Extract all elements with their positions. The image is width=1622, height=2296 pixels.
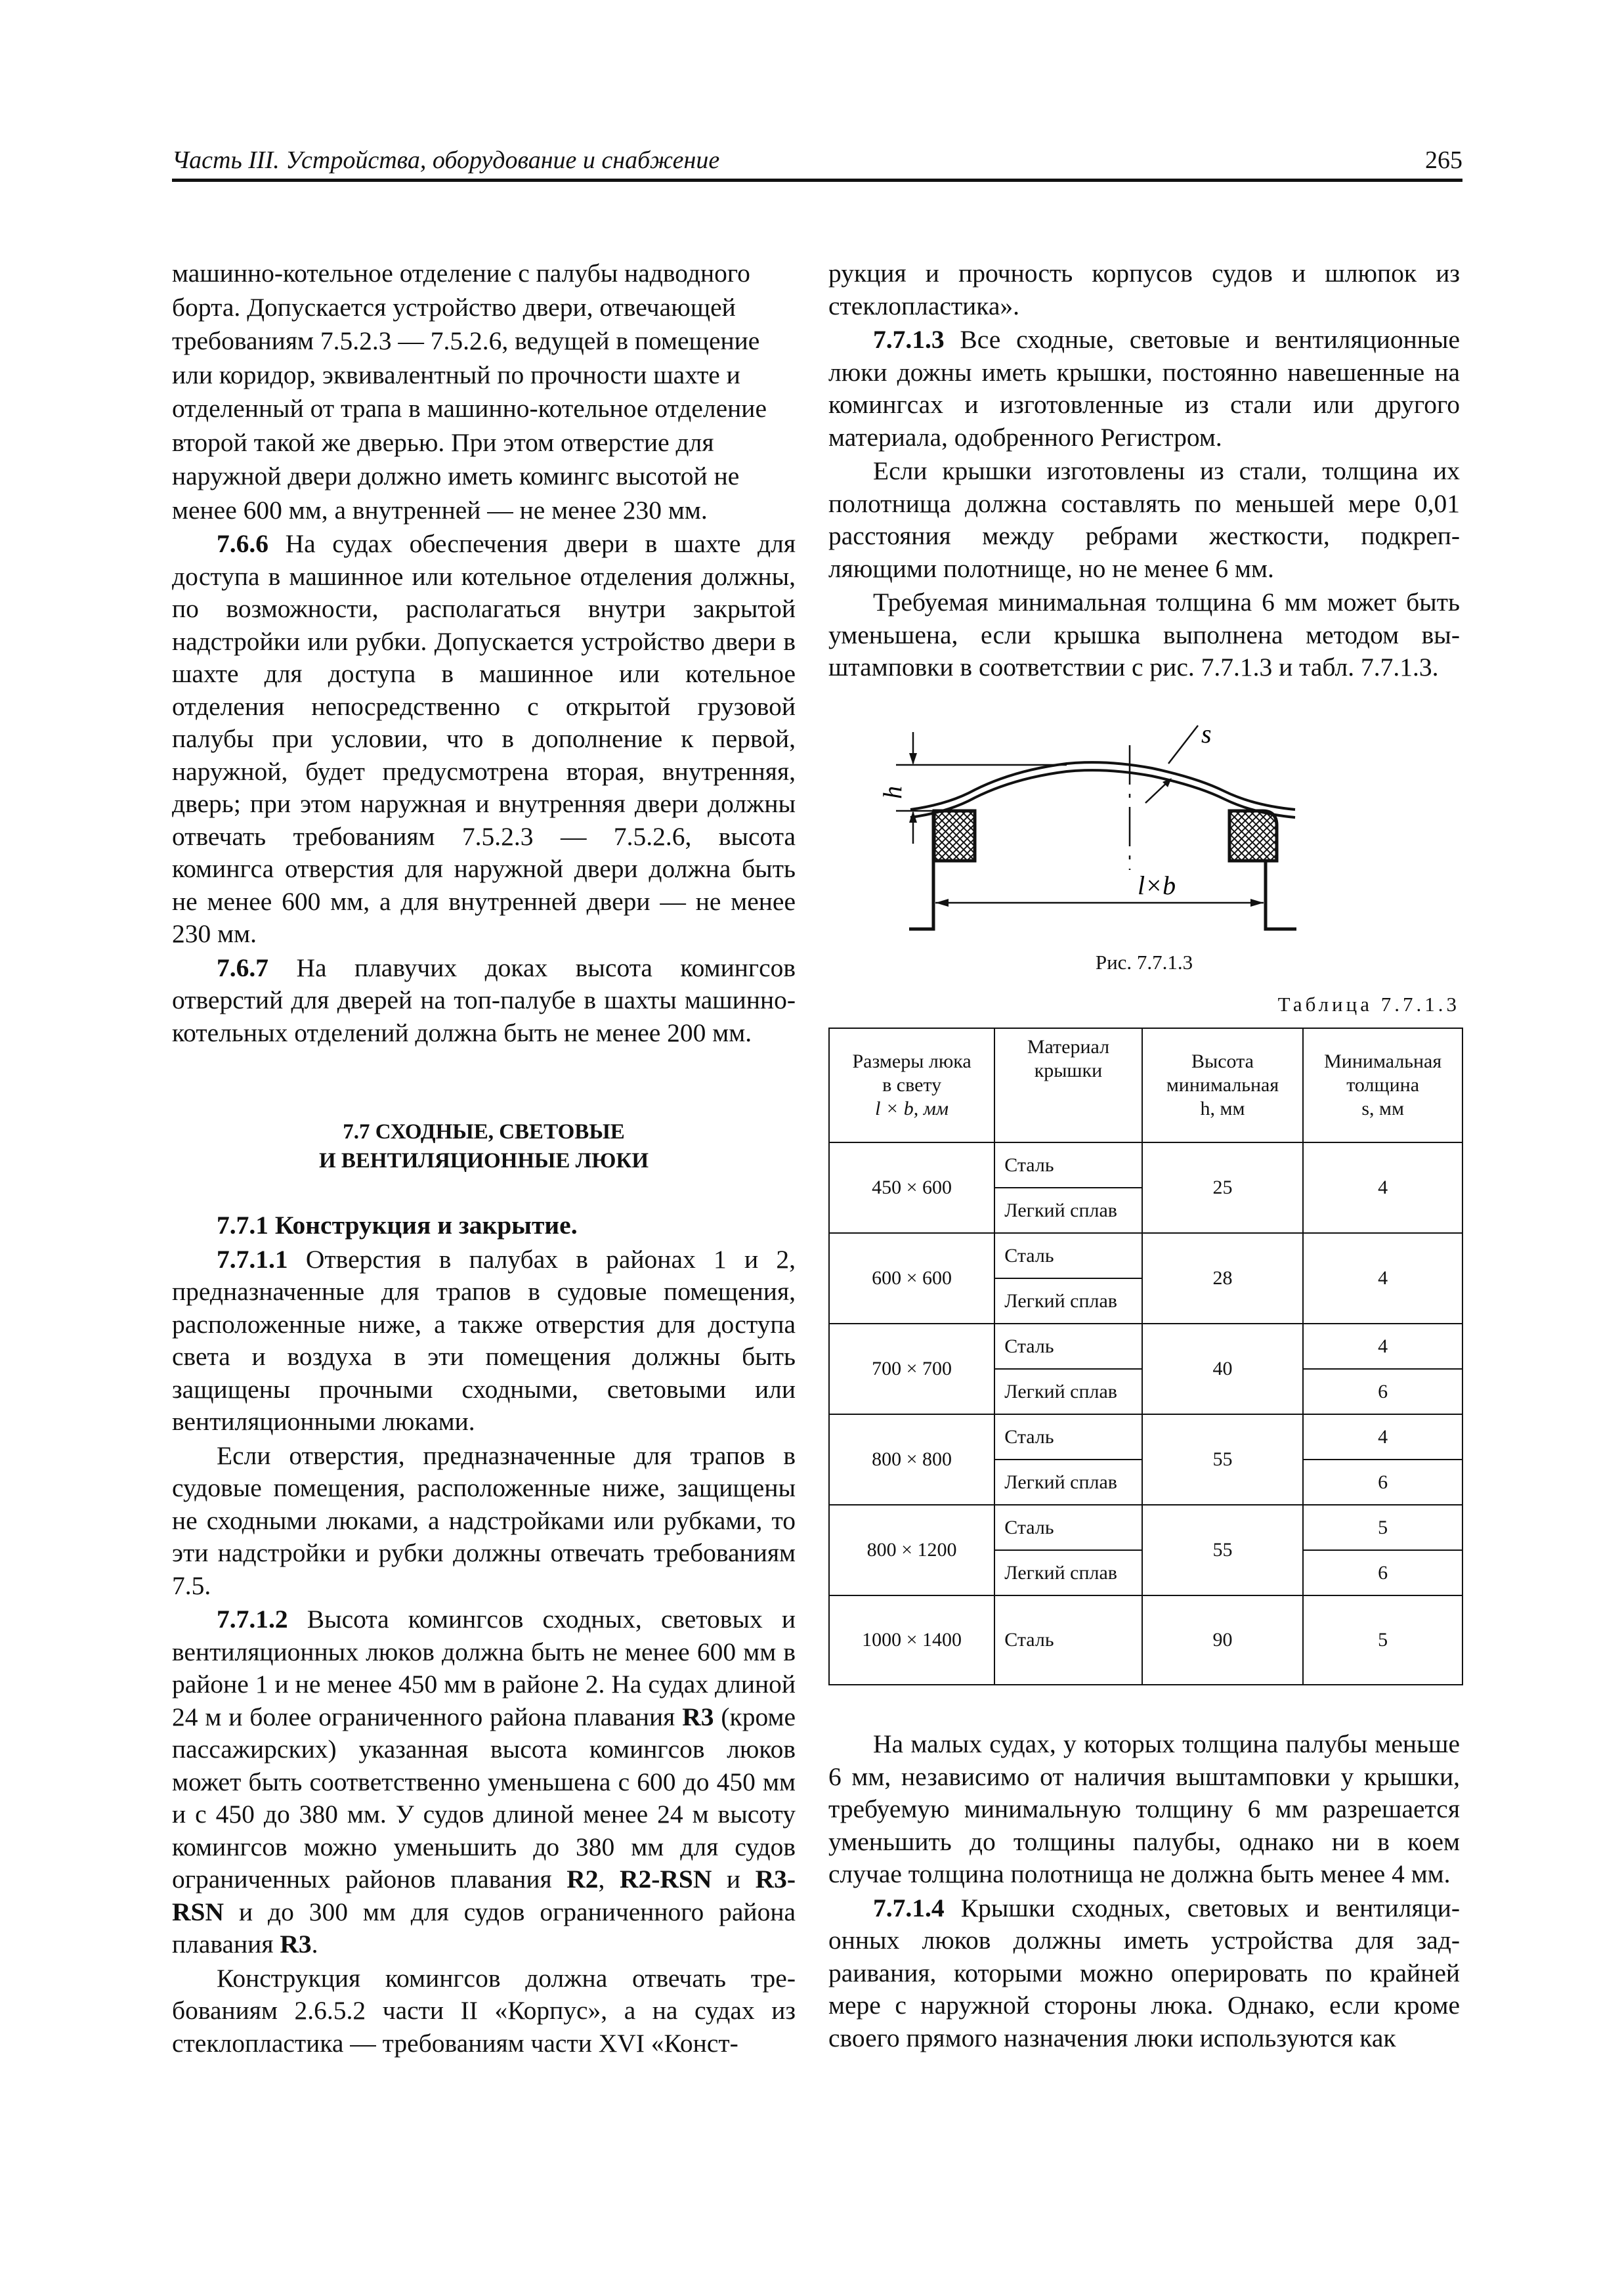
page-header	[172, 146, 1462, 182]
label-s: s	[1201, 719, 1212, 748]
header-line: Материал	[1027, 1036, 1110, 1058]
header-line: Размеры люка	[852, 1051, 971, 1072]
cell-thickness: 6	[1303, 1460, 1462, 1505]
area-code: R2	[566, 1865, 599, 1894]
clause-number: 7.7.1.1	[217, 1244, 288, 1274]
cell-height: 28	[1142, 1233, 1304, 1324]
cover-profile-line	[910, 762, 1295, 817]
header-material	[994, 1028, 1142, 1142]
cell-thickness: 6	[1303, 1369, 1462, 1414]
cell-size: 800 × 1200	[829, 1505, 994, 1595]
text-line: наружной двери должно иметь комингс высотой не	[172, 462, 740, 490]
cell-thickness: 4	[1303, 1142, 1462, 1233]
section-heading-line: И ВЕНТИЛЯЦИОННЫЕ ЛЮКИ	[318, 1149, 649, 1173]
text-line: отделенный от трапа в машинно-котельное отделение	[172, 394, 767, 423]
area-code: R3	[682, 1702, 714, 1731]
clause-text: На судах обеспечения двери в шахте для доступа в машинное или котельное отделения должны, по возможности, располагаться внутри закрытой надстройки или рубки. Допускается устройство двери в шахте для доступа в машинное или котельное отделения непосредственно с открытой грузовой палубы при условии, что в дополнение к первой, наружной, будет предусмотрена вторая, внутренняя, дверь; при этом наружная и внутренняя двери должны отвечать требованиям 7.5.2.3 — 7.5.2.6, высота комингса отверстия для наружной двери должна быть не менее 600 мм, а для внутренней двери — не менее 230 мм.	[172, 529, 796, 948]
cell-material: Легкий сплав	[994, 1550, 1142, 1595]
paragraph-7-6-7	[172, 952, 796, 1050]
cell-height: 25	[1142, 1142, 1304, 1233]
table-row	[829, 1142, 1462, 1188]
table-row	[829, 1414, 1462, 1460]
cell-size: 700 × 700	[829, 1324, 994, 1414]
header-size	[829, 1028, 994, 1142]
cell-material: Сталь	[994, 1142, 1142, 1188]
clause-text: Крышки сходных, световых и вентиляционных люков должны иметь устройства для задраивания, которыми можно оперировать по крайней мере с наружной стороны люка. Однако, если кроме своего прямого назначения люки используются как	[828, 1893, 1460, 2052]
section-heading-line: 7.7 СХОДНЫЕ, СВЕТОВЫЕ	[343, 1120, 625, 1144]
cell-height: 90	[1142, 1595, 1304, 1685]
header-line: h, мм	[1200, 1098, 1245, 1119]
cell-height: 40	[1142, 1324, 1304, 1414]
paragraph-continued: рукция и прочность корпусов судов и шлюпок из стеклопластика».	[828, 259, 1460, 320]
area-code: R3	[280, 1930, 312, 1959]
section-heading	[172, 1117, 796, 1175]
text-line: второй такой же дверью. При этом отверстие для	[172, 427, 714, 457]
header-line: минимальная	[1166, 1074, 1279, 1096]
paragraph-steel-covers: Если крышки изготовлены из стали, толщина их полотнища должна составлять по меньшей мере 0,01 расстояния между ребрами жесткости, подкрепляющими полотнище, но не менее 6 мм.	[828, 456, 1460, 583]
label-lxb: l×b	[1138, 871, 1176, 900]
right-column	[828, 257, 1460, 685]
clause-text: Высота комингсов сходных, световых и вентиляционных люков должна быть не менее 600 мм в районе 1 и не менее 450 мм в районе 2. На судах длиной 24 м и более ограниченного района плавания	[172, 1605, 796, 1731]
paragraph-min-thickness: Требуемая минимальная толщина 6 мм может быть уменьшена, если крышка выполнена методом выштамповки в соответствии с рис. 7.7.1.3 и табл. 7.7.1.3.	[828, 588, 1460, 682]
cell-material: Легкий сплав	[994, 1188, 1142, 1233]
paragraph-7-7-1-3	[828, 324, 1460, 454]
subsection-heading: 7.7.1 Конструкция и закрытие.	[217, 1211, 578, 1240]
text-line: менее 600 мм, а внутренней — не менее 230 мм.	[172, 495, 708, 525]
cell-material: Сталь	[994, 1233, 1142, 1278]
cell-material: Легкий сплав	[994, 1278, 1142, 1324]
dimension-lxb	[935, 871, 1264, 907]
cell-material: Сталь	[994, 1324, 1142, 1369]
right-coaming	[1229, 811, 1296, 929]
area-code: R3-RSN	[172, 1865, 796, 1926]
header-line: крышки	[1034, 1060, 1103, 1081]
clause-number: 7.7.1.4	[873, 1893, 945, 1922]
cell-height: 55	[1142, 1505, 1304, 1595]
table-row	[829, 1595, 1462, 1685]
label-h: h	[878, 786, 907, 799]
cell-thickness: 4	[1303, 1414, 1462, 1460]
left-coaming	[909, 811, 975, 929]
cell-size: 600 × 600	[829, 1233, 994, 1324]
hatch-cover-figure	[870, 712, 1375, 955]
clause-text: Отверстия в палубах в районах 1 и 2, предназначенные для трапов в судовые помещения, расположенные ниже, а также отверстия для доступа света и воздуха в эти помещения должны быть защищены прочными сходными, световыми или вентиляционными люками.	[172, 1244, 796, 1436]
area-code: R2-RSN	[619, 1865, 712, 1894]
clause-text: и до 300 мм для судов ограниченного района плавания	[172, 1897, 796, 1959]
cell-thickness: 5	[1303, 1505, 1462, 1550]
cell-thickness: 6	[1303, 1550, 1462, 1595]
paragraph-7-6-6	[172, 528, 796, 951]
cell-size: 800 × 800	[829, 1414, 994, 1505]
clause-number: 7.6.6	[217, 529, 268, 558]
terminator: .	[311, 1930, 318, 1959]
cell-material: Сталь	[994, 1414, 1142, 1460]
cell-thickness: 5	[1303, 1595, 1462, 1685]
header-line: в свету	[882, 1074, 942, 1096]
clause-text: Все сходные, световые и вентиляционные люки дожны иметь крышки, постоянно навешенные на комингсах и изготовленные из стали или другого материала, одобренного Регистром.	[828, 325, 1461, 452]
paragraph-7-7-1-2	[172, 1603, 796, 1961]
table-caption: Таблица 7.7.1.3	[1277, 993, 1460, 1016]
header-height	[1142, 1028, 1304, 1142]
table-row	[829, 1505, 1462, 1550]
clause-number: 7.7.1.3	[873, 325, 945, 354]
header-line: толщина	[1346, 1074, 1420, 1096]
cell-height: 55	[1142, 1414, 1304, 1505]
clause-number: 7.7.1.2	[217, 1605, 288, 1634]
table-row	[829, 1324, 1462, 1369]
separator: ,	[598, 1865, 605, 1894]
paragraph-coaming-design: Конструкция комингсов должна отвечать требованиям 2.6.5.2 части II «Корпус», а на судах из стеклопластика — требованиям части XVI «Конст-	[172, 1963, 796, 2058]
paragraph-continued	[172, 257, 796, 527]
cell-size: 450 × 600	[829, 1142, 994, 1233]
clause-number: 7.6.7	[217, 953, 268, 982]
clause-text: (кроме пассажирских) указанная высота комингсов люков может быть соответственно уменьшена с 600 до 450 мм и с 450 до 380 мм. У судов длиной менее 24 м высоту комингсов можно уменьшить до 380 мм для судов ограниченных районов плавания	[172, 1702, 796, 1894]
hatch-dimensions-table	[828, 1028, 1463, 1685]
cell-material: Легкий сплав	[994, 1460, 1142, 1505]
text-line: борта. Допускается устройство двери, отвечающей	[172, 292, 736, 322]
cell-thickness: 4	[1303, 1233, 1462, 1324]
header-line: l × b, мм	[875, 1098, 949, 1119]
header-thickness	[1303, 1028, 1462, 1142]
text-line: машинно-котельное отделение с палубы надводного	[172, 259, 750, 288]
running-title: Часть III. Устройства, оборудование и снабжение	[172, 146, 720, 174]
paragraph-7-7-1-4	[828, 1892, 1460, 2055]
paragraph-small-vessels: На малых судах, у которых толщина палубы меньше 6 мм, независимо от наличия выштамповки у крышки, требуемую минимальную толщину 6 мм разрешается уменьшить до толщины палубы, однако ни в коем случае толщина полотнища не должна быть менее 4 мм.	[828, 1729, 1460, 1888]
paragraph-openings: Если отверстия, предназначенные для трапов в судовые помещения, расположенные ниже, защищены не сходными люками, а надстройками или рубками, то эти надстройки и рубки должны отвечать требованиям 7.5.	[172, 1440, 796, 1600]
left-column	[172, 257, 796, 2061]
table-row	[829, 1233, 1462, 1278]
cell-size: 1000 × 1400	[829, 1595, 994, 1685]
cell-material: Сталь	[994, 1505, 1142, 1550]
table-header-row	[829, 1028, 1462, 1142]
conjunction: и	[726, 1865, 741, 1894]
text-line: требованиям 7.5.2.3 — 7.5.2.6, ведущей в помещение	[172, 326, 760, 355]
header-line: Высота	[1191, 1051, 1254, 1072]
clause-text: На плавучих доках высота комингсов отверстий для дверей на топ-палубе в шахты машинно-котельных отделений должна быть не менее 200 мм.	[172, 953, 796, 1047]
page-number: 265	[1425, 146, 1462, 174]
cell-material: Сталь	[994, 1595, 1142, 1685]
paragraph-7-7-1-1	[172, 1244, 796, 1439]
cell-thickness: 4	[1303, 1324, 1462, 1369]
figure-caption: Рис. 7.7.1.3	[1095, 951, 1193, 974]
header-line: s, мм	[1361, 1098, 1404, 1119]
text-line: или коридор, эквивалентный по прочности шахте и	[172, 360, 740, 389]
cell-material: Легкий сплав	[994, 1369, 1142, 1414]
right-column-lower	[828, 1728, 1460, 2056]
header-line: Минимальная	[1324, 1051, 1442, 1072]
